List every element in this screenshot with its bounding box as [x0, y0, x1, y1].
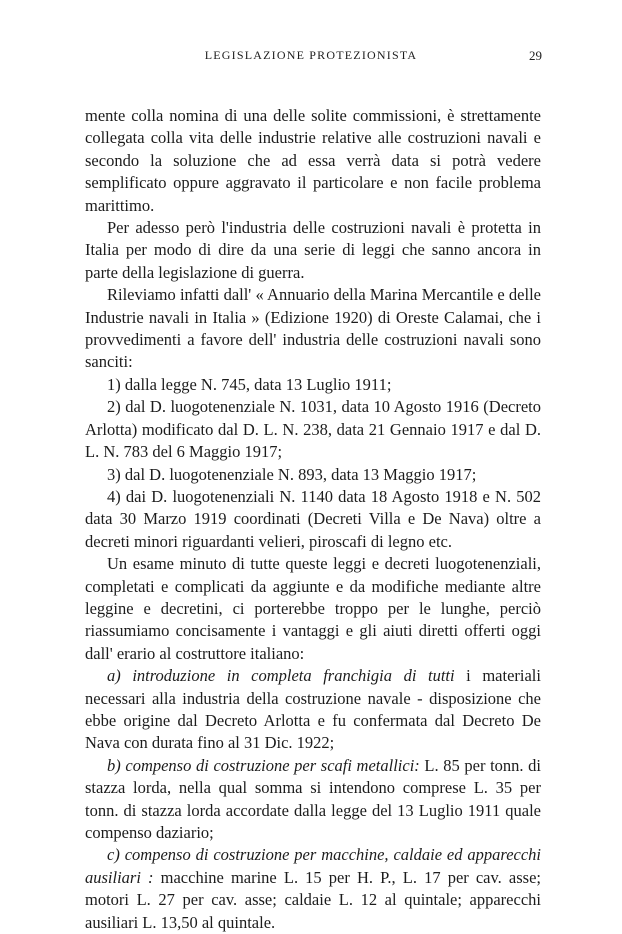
page-number: 29	[529, 48, 542, 63]
body-text	[85, 105, 541, 934]
benefit-b-title: b) compenso di costruzione per scafi metallici:	[107, 755, 420, 775]
benefit-c-title: c) compenso di costruzione per macchine, caldaie ed apparecchi ausiliari :	[85, 845, 541, 887]
law-item-2: 2) dal D. luogotenenziale N. 1031, data 10 Agosto 1916 (Decreto Arlotta) modificato dal D. L. N. 238, data 21 Gennaio 1917 e dal D. L. N. 783 del 6 Maggio 1917;	[85, 397, 541, 462]
paragraph-continuation: mente colla nomina di una delle solite commissioni, è strettamente collegata colla vita delle industrie relative alle costruzioni navali e secondo la soluzione che ad essa verrà data si potrà vedere semplificato oppure aggravato il particolare e non facile problema marittimo.	[85, 106, 541, 215]
benefit-c-text: macchine marine L. 15 per H. P., L. 17 per cav. asse; motori L. 27 per cav. asse; caldaie L. 12 al quintale; apparecchi ausiliari L. 13,50 al quintale.	[85, 867, 541, 932]
benefit-a-title: a) introduzione in completa franchigia di tutti	[107, 666, 455, 686]
paragraph-summary: Un esame minuto di tutte queste leggi e decreti luogotenenziali, completati e complicati da aggiunte e da modifiche mediante altre leggine e decretini, ci porterebbe troppo per le lunghe, perciò riassumiamo concisamente i vantaggi e gli aiuti diretti offerti oggi dall' erario al costruttore italiano:	[85, 554, 541, 663]
law-item-3: 3) dal D. luogotenenziale N. 893, data 13 Maggio 1917;	[107, 464, 477, 484]
benefit-a	[85, 665, 541, 755]
benefit-a-text: i materiali necessari alla industria della costruzione navale - disposizione che ebbe origine dal Decreto Arlotta e fu confermata dal Decreto De Nava con durata fino al 31 Dic. 1922;	[85, 666, 541, 753]
benefit-b	[85, 755, 541, 845]
benefit-c	[85, 844, 541, 934]
law-item-1: 1) dalla legge N. 745, data 13 Luglio 1911;	[107, 374, 392, 394]
paragraph-annuario: Rileviamo infatti dall' « Annuario della Marina Mercantile e delle Industrie navali in Italia » (Edizione 1920) di Oreste Calamai, che i provvedimenti a favore dell' industria delle costruzioni navali sono sanciti:	[85, 285, 541, 372]
running-title: LEGISLAZIONE PROTEZIONISTA	[204, 48, 418, 62]
benefit-b-text: L. 85 per tonn. di stazza lorda, nella qual somma si intendono comprese L. 35 per tonn. di stazza lorda accordate dalla legge del 13 Luglio 1911 quale compenso daziario;	[85, 755, 541, 842]
page-header	[0, 48, 622, 68]
paragraph-protection: Per adesso però l'industria delle costruzioni navali è protetta in Italia per modo di dire da una serie di leggi che sanno ancora in parte della legislazione di guerra.	[85, 218, 541, 282]
law-item-4: 4) dai D. luogotenenziali N. 1140 data 18 Agosto 1918 e N. 502 data 30 Marzo 1919 coordinati (Decreti Villa e De Nava) oltre a decreti minori riguardanti velieri, piroscafi di legno etc.	[85, 486, 541, 551]
